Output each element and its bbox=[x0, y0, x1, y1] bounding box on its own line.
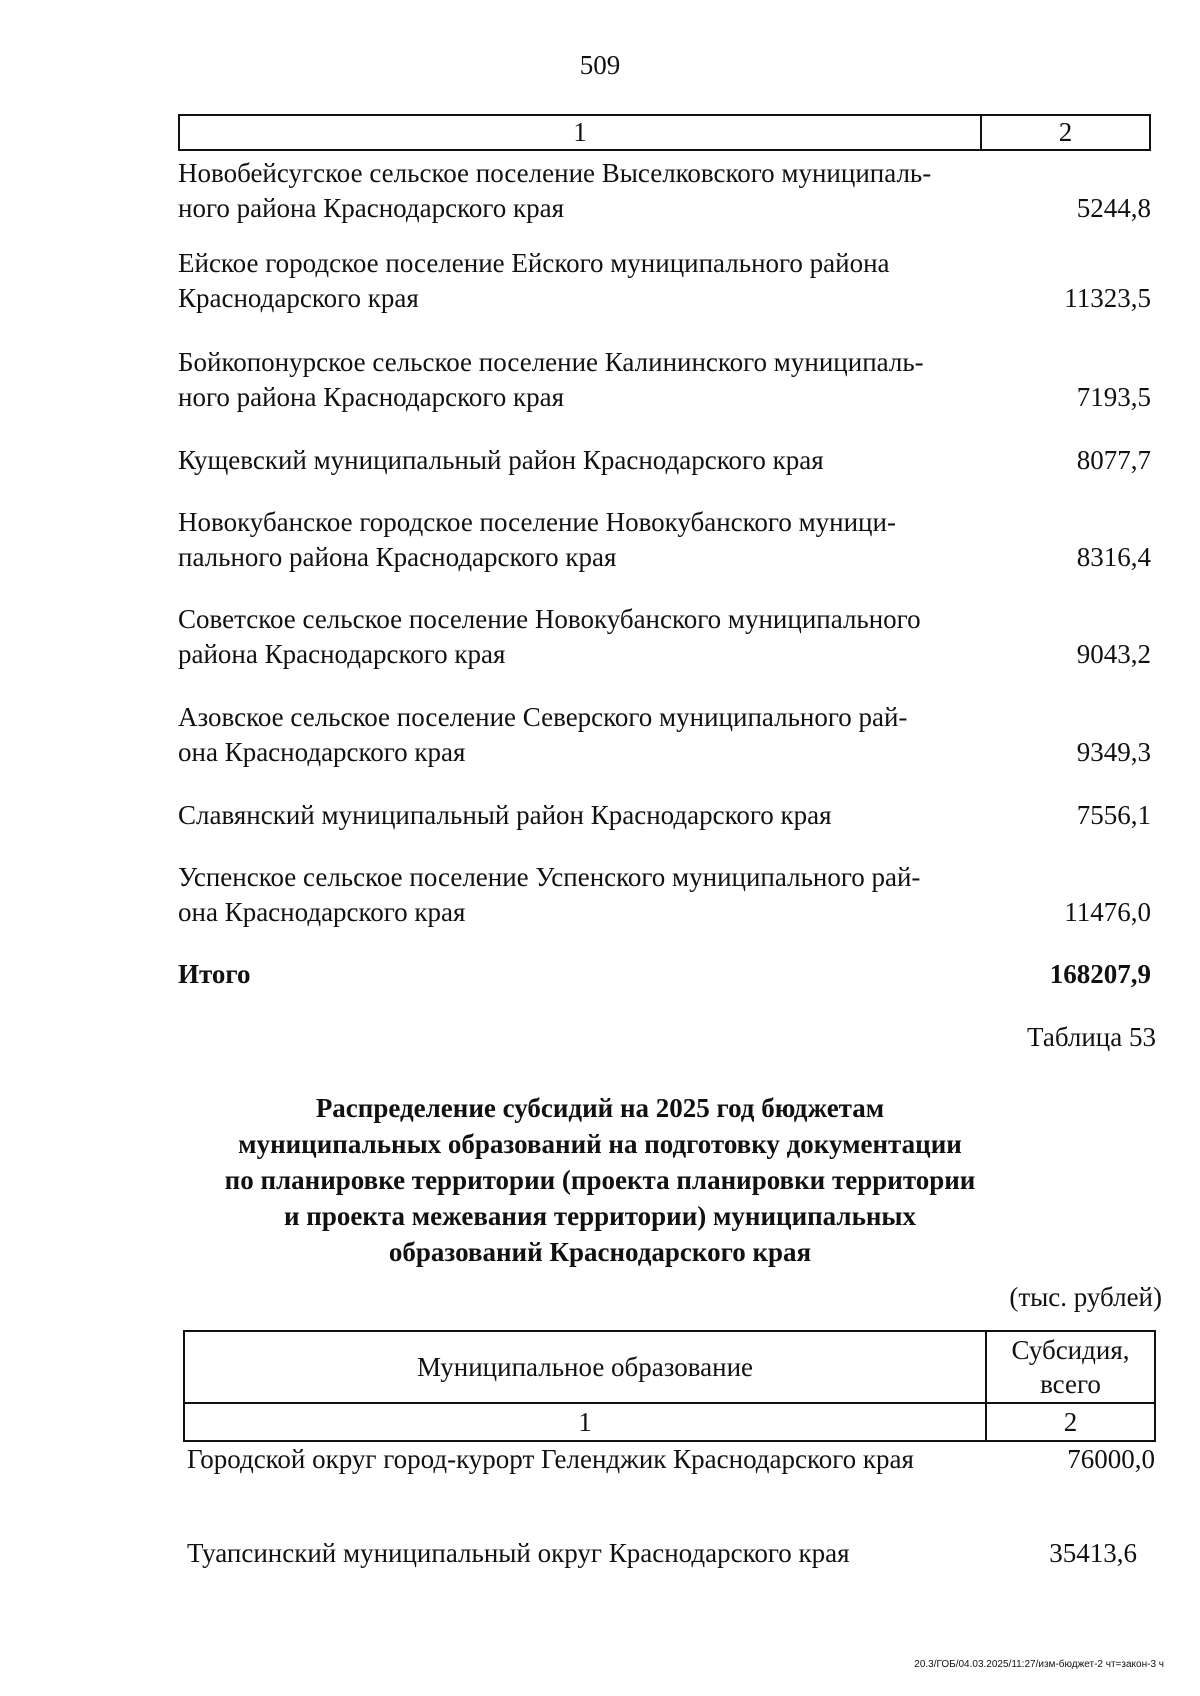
table1-row bbox=[178, 345, 1151, 415]
table1-row bbox=[178, 798, 1151, 833]
table1-col2-number: 2 bbox=[981, 115, 1150, 150]
total-value: 168207,9 bbox=[1049, 959, 1151, 989]
table2-col2-header: Субсидия, всего bbox=[986, 1331, 1155, 1403]
row-name: Новобейсугское сельское поселение Выселковского муниципаль- ного района Краснодарского края bbox=[178, 158, 932, 223]
row-value: 8316,4 bbox=[1076, 542, 1151, 572]
table-title: Распределение субсидий на 2025 год бюджетам муниципальных образований на подготовку документации по планировке территории (проекта планировки территории и проекта межевания территории) муниципальных образований Краснодарского края bbox=[224, 1093, 976, 1267]
table2-col1-header: Муниципальное образование bbox=[184, 1331, 986, 1403]
row-name: Советское сельское поселение Новокубанского муниципального района Краснодарского края bbox=[178, 604, 921, 669]
table2-row bbox=[187, 1442, 1155, 1477]
row-name: Кущевский муниципальный район Краснодарского края bbox=[178, 445, 824, 475]
row-value: 35413,6 bbox=[1049, 1538, 1137, 1568]
row-value: 11323,5 bbox=[1064, 283, 1151, 313]
row-value: 9349,3 bbox=[1076, 737, 1151, 767]
table2-col1-number: 1 bbox=[184, 1403, 986, 1441]
table1-row bbox=[178, 602, 1151, 672]
row-name: Бойкопонурское сельское поселение Калининского муниципаль- ного района Краснодарского края bbox=[178, 347, 924, 412]
table1-row bbox=[178, 860, 1151, 930]
row-value: 11476,0 bbox=[1064, 897, 1151, 927]
table-number-label: Таблица 53 bbox=[1027, 1022, 1156, 1052]
table1-row bbox=[178, 246, 1151, 316]
total-label: Итого bbox=[178, 959, 251, 989]
row-name: Туапсинский муниципальный округ Краснодарского края bbox=[187, 1538, 850, 1568]
table2-row bbox=[187, 1536, 1155, 1571]
table1-row bbox=[178, 156, 1151, 226]
page-number: 509 bbox=[579, 50, 621, 80]
table2-col2-number: 2 bbox=[986, 1403, 1155, 1441]
footer-stamp: 20.3/ГОБ/04.03.2025/11:27/изм-бюджет-2 чт=закон-3 ч bbox=[914, 1659, 1164, 1670]
row-value: 8077,7 bbox=[1076, 445, 1151, 475]
row-name: Успенское сельское поселение Успенского муниципального рай- она Краснодарского края bbox=[178, 862, 921, 927]
table1-row bbox=[178, 505, 1151, 575]
row-value: 76000,0 bbox=[1067, 1444, 1155, 1474]
row-name: Городской округ город-курорт Геленджик Краснодарского края bbox=[187, 1444, 914, 1474]
row-value: 7556,1 bbox=[1076, 800, 1151, 830]
row-name: Новокубанское городское поселение Новокубанского муници- пального района Краснодарского края bbox=[178, 507, 896, 572]
row-name: Ейское городское поселение Ейского муниципального района Краснодарского края bbox=[178, 248, 890, 313]
units-label: (тыс. рублей) bbox=[1009, 1282, 1162, 1312]
row-name: Славянский муниципальный район Краснодарского края bbox=[178, 800, 832, 830]
table1-row bbox=[178, 443, 1151, 478]
table1-total-row bbox=[178, 957, 1151, 992]
row-name: Азовское сельское поселение Северского муниципального рай- она Краснодарского края bbox=[178, 702, 908, 767]
row-value: 7193,5 bbox=[1076, 382, 1151, 412]
row-value: 5244,8 bbox=[1076, 193, 1151, 223]
table1-header bbox=[178, 114, 1151, 151]
row-value: 9043,2 bbox=[1076, 639, 1151, 669]
table1-row bbox=[178, 700, 1151, 770]
table1-col1-number: 1 bbox=[179, 115, 981, 150]
table2-header bbox=[183, 1330, 1156, 1442]
